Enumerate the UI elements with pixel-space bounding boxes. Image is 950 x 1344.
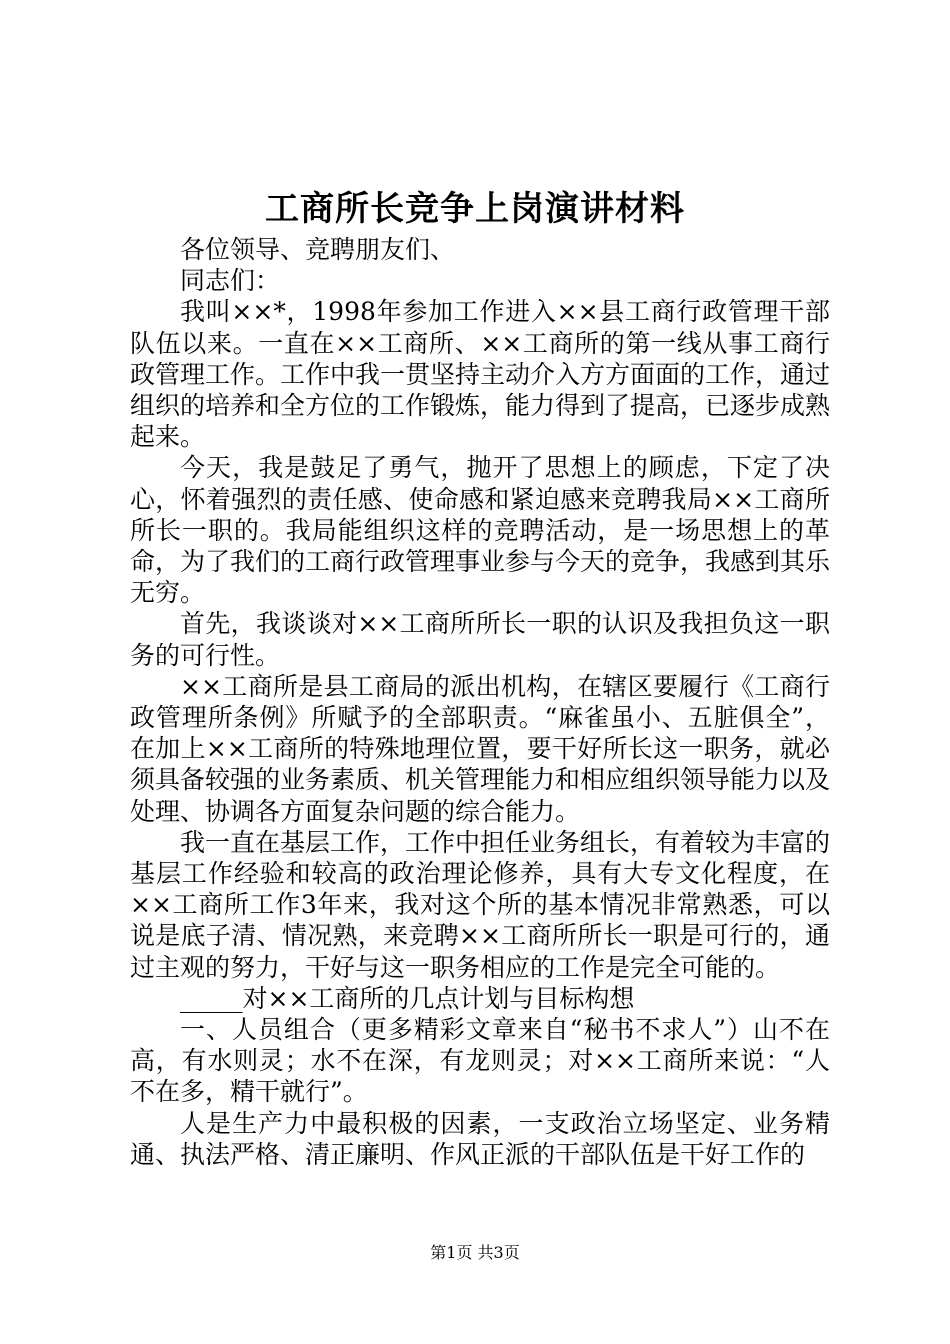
paragraph: 今天，我是鼓足了勇气，抛开了思想上的顾虑，下定了决心，怀着强烈的责任感、使命感和紧迫感来竞聘我局××工商所所长一职的。我局能组织这样的竞聘活动，是一场思想上的革命，为了我们的工商行政管理事业参与今天的竞争，我感到其乐无穷。 [130,453,831,608]
document-body [130,234,830,1170]
document-title: 工商所长竞争上岗演讲材料 [265,189,685,229]
paragraph-salutation-1: 各位领导、竞聘朋友们、 [180,235,456,264]
paragraph: 首先，我谈谈对××工商所所长一职的认识及我担负这一职务的可行性。 [130,609,830,670]
paragraph-salutation-2: 同志们： [180,266,281,296]
paragraph: 我叫××*，1998年参加工作进入××县工商行政管理干部队伍以来。一直在××工商所、××工商所的第一线从事工商行政管理工作。工作中我一贯坚持主动介入方方面面的工作，通过组织的培养和全方位的工作锻炼，能力得到了提高，已逐步成熟起来。 [130,297,831,452]
paragraph: ××工商所是县工商局的派出机构，在辖区要履行《工商行政管理所条例》所赋予的全部职责。“麻雀虽小、五脏俱全”，在加上××工商所的特殊地理位置，要干好所长这一职务，就必须具备较强的业务素质、机关管理能力和相应组织领导能力以及处理、协调各方面复杂问题的综合能力。 [130,671,831,826]
page-number-footer: 第1页 共3页 [430,1243,520,1262]
section-heading: _____对××工商所的几点计划与目标构想 [180,983,635,1013]
paragraph: 一、人员组合（更多精彩文章来自“秘书不求人”）山不在高，有水则灵；水不在深，有龙则灵；对××工商所来说：“人不在多，精干就行”。 [130,1015,830,1107]
paragraph: 我一直在基层工作，工作中担任业务组长，有着较为丰富的基层工作经验和较高的政治理论修养，具有大专文化程度，在××工商所工作3年来，我对这个所的基本情况非常熟悉，可以说是底子清、情况熟，来竞聘××工商所所长一职是可行的，通过主观的努力，干好与这一职务相应的工作是完全可能的。 [130,827,831,982]
paragraph: 人是生产力中最积极的因素，一支政治立场坚定、业务精通、执法严格、清正廉明、作风正派的干部队伍是干好工作的 [130,1108,830,1169]
